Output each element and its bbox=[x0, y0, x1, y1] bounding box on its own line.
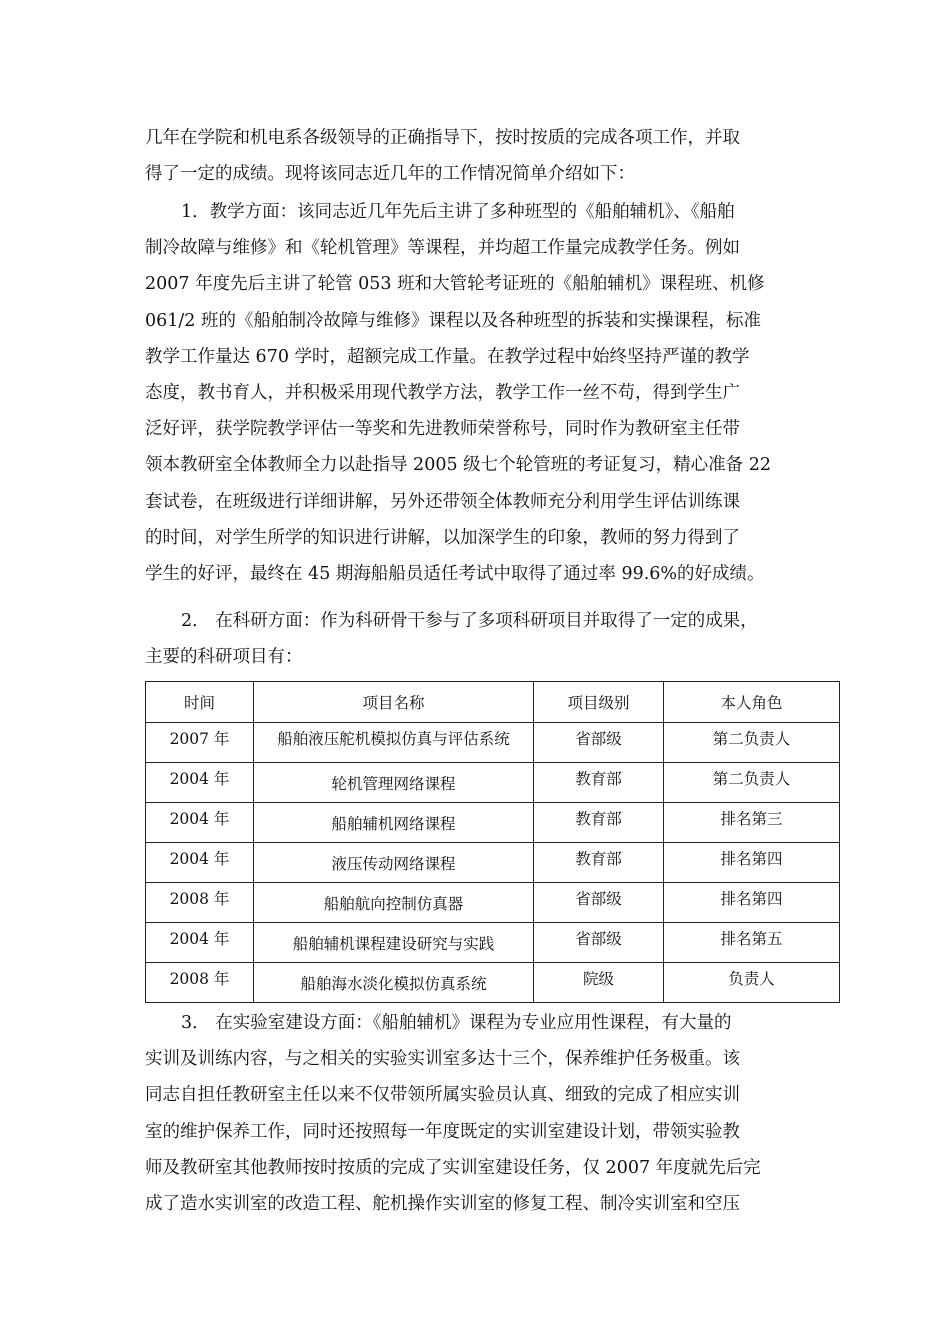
table-row bbox=[146, 963, 840, 1003]
research-section bbox=[145, 603, 809, 675]
table-header-row bbox=[146, 682, 840, 723]
table-row bbox=[146, 803, 840, 843]
text-line: 2． 在科研方面：作为科研骨干参与了多项科研项目并取得了一定的成果， bbox=[181, 611, 758, 631]
cell-level: 教育部 bbox=[534, 763, 664, 803]
cell-time: 2008 年 bbox=[146, 883, 254, 923]
cell-time: 2004 年 bbox=[146, 843, 254, 883]
text-line: 3． 在实验室建设方面：《船舶辅机》课程为专业应用性课程，有大量的 bbox=[181, 1013, 732, 1033]
text-line: 泛好评，获学院教学评估一等奖和先进教师荣誉称号，同时作为教研室主任带 bbox=[145, 419, 740, 440]
cell-project-name: 船舶液压舵机模拟仿真与评估系统 bbox=[254, 723, 534, 763]
cell-role: 排名第三 bbox=[664, 803, 840, 843]
text-line: 态度，教书育人，并积极采用现代教学方法，教学工作一丝不苟，得到学生广 bbox=[145, 383, 740, 404]
table-row bbox=[146, 843, 840, 883]
cell-time: 2004 年 bbox=[146, 763, 254, 803]
cell-level: 院级 bbox=[534, 963, 664, 1003]
cell-time: 2007 年 bbox=[146, 723, 254, 763]
cell-project-name: 液压传动网络课程 bbox=[254, 843, 534, 883]
text-line: 学生的好评，最终在 45 期海船船员适任考试中取得了通过率 99.6%的好成绩。 bbox=[145, 564, 765, 585]
cell-project-name: 船舶辅机网络课程 bbox=[254, 803, 534, 843]
cell-role: 排名第四 bbox=[664, 883, 840, 923]
cell-level: 省部级 bbox=[534, 923, 664, 963]
text-line: 2007 年度先后主讲了轮管 053 班和大管轮考证班的《船舶辅机》课程班、机修 bbox=[145, 274, 765, 295]
cell-role: 第二负责人 bbox=[664, 723, 840, 763]
cell-role: 排名第五 bbox=[664, 923, 840, 963]
cell-role: 第二负责人 bbox=[664, 763, 840, 803]
cell-role: 负责人 bbox=[664, 963, 840, 1003]
text-line: 师及教研室其他教师按时按质的完成了实训室建设任务，仅 2007 年度就先后完 bbox=[145, 1157, 761, 1178]
cell-time: 2008 年 bbox=[146, 963, 254, 1003]
text-line: 实训及训练内容，与之相关的实验实训室多达十三个，保养维护任务极重。该 bbox=[145, 1049, 740, 1070]
text-line: 教学工作量达 670 学时，超额完成工作量。在教学过程中始终坚持严谨的教学 bbox=[145, 346, 750, 367]
lab-section bbox=[145, 1005, 809, 1222]
cell-time: 2004 年 bbox=[146, 923, 254, 963]
cell-level: 教育部 bbox=[534, 803, 664, 843]
intro-paragraph bbox=[145, 120, 809, 192]
header-project-level: 项目级别 bbox=[534, 682, 664, 723]
text-line: 室的维护保养工作，同时还按照每一年度既定的实训室建设计划，带领实验教 bbox=[145, 1121, 740, 1142]
table-row bbox=[146, 923, 840, 963]
text-line: 几年在学院和机电系各级领导的正确指导下，按时按质的完成各项工作，并取 bbox=[145, 128, 740, 148]
cell-project-name: 船舶海水淡化模拟仿真系统 bbox=[254, 963, 534, 1003]
cell-level: 省部级 bbox=[534, 723, 664, 763]
text-line: 1．教学方面：该同志近几年先后主讲了多种班型的《船舶辅机》、《船舶 bbox=[181, 202, 735, 222]
table-row bbox=[146, 723, 840, 763]
text-line: 同志自担任教研室主任以来不仅带领所属实验员认真、细致的完成了相应实训 bbox=[145, 1085, 740, 1106]
header-role: 本人角色 bbox=[664, 682, 840, 723]
cell-time: 2004 年 bbox=[146, 803, 254, 843]
cell-project-name: 船舶辅机课程建设研究与实践 bbox=[254, 923, 534, 963]
teaching-section bbox=[145, 194, 809, 592]
header-project-name: 项目名称 bbox=[254, 682, 534, 723]
header-time: 时间 bbox=[146, 682, 254, 723]
text-line: 主要的科研项目有： bbox=[145, 647, 303, 668]
cell-project-name: 轮机管理网络课程 bbox=[254, 763, 534, 803]
table-row bbox=[146, 883, 840, 923]
text-line: 成了造水实训室的改造工程、舵机操作实训室的修复工程、制冷实训室和空压 bbox=[145, 1194, 740, 1215]
text-line: 061/2 班的《船舶制冷故障与维修》课程以及各种班型的拆装和实操课程，标准 bbox=[145, 310, 761, 331]
text-line: 制冷故障与维修》和《轮机管理》等课程，并均超工作量完成教学任务。例如 bbox=[145, 238, 740, 259]
cell-level: 省部级 bbox=[534, 883, 664, 923]
cell-project-name: 船舶航向控制仿真器 bbox=[254, 883, 534, 923]
text-line: 得了一定的成绩。现将该同志近几年的工作情况简单介绍如下： bbox=[145, 164, 635, 185]
text-line: 领本教研室全体教师全力以赴指导 2005 级七个轮管班的考证复习，精心准备 22 bbox=[145, 455, 771, 476]
text-line: 套试卷，在班级进行详细讲解，另外还带领全体教师充分利用学生评估训练课 bbox=[145, 491, 740, 512]
cell-role: 排名第四 bbox=[664, 843, 840, 883]
research-projects-table bbox=[145, 681, 840, 1003]
table-row bbox=[146, 763, 840, 803]
cell-level: 教育部 bbox=[534, 843, 664, 883]
text-line: 的时间，对学生所学的知识进行讲解，以加深学生的印象，教师的努力得到了 bbox=[145, 527, 740, 548]
